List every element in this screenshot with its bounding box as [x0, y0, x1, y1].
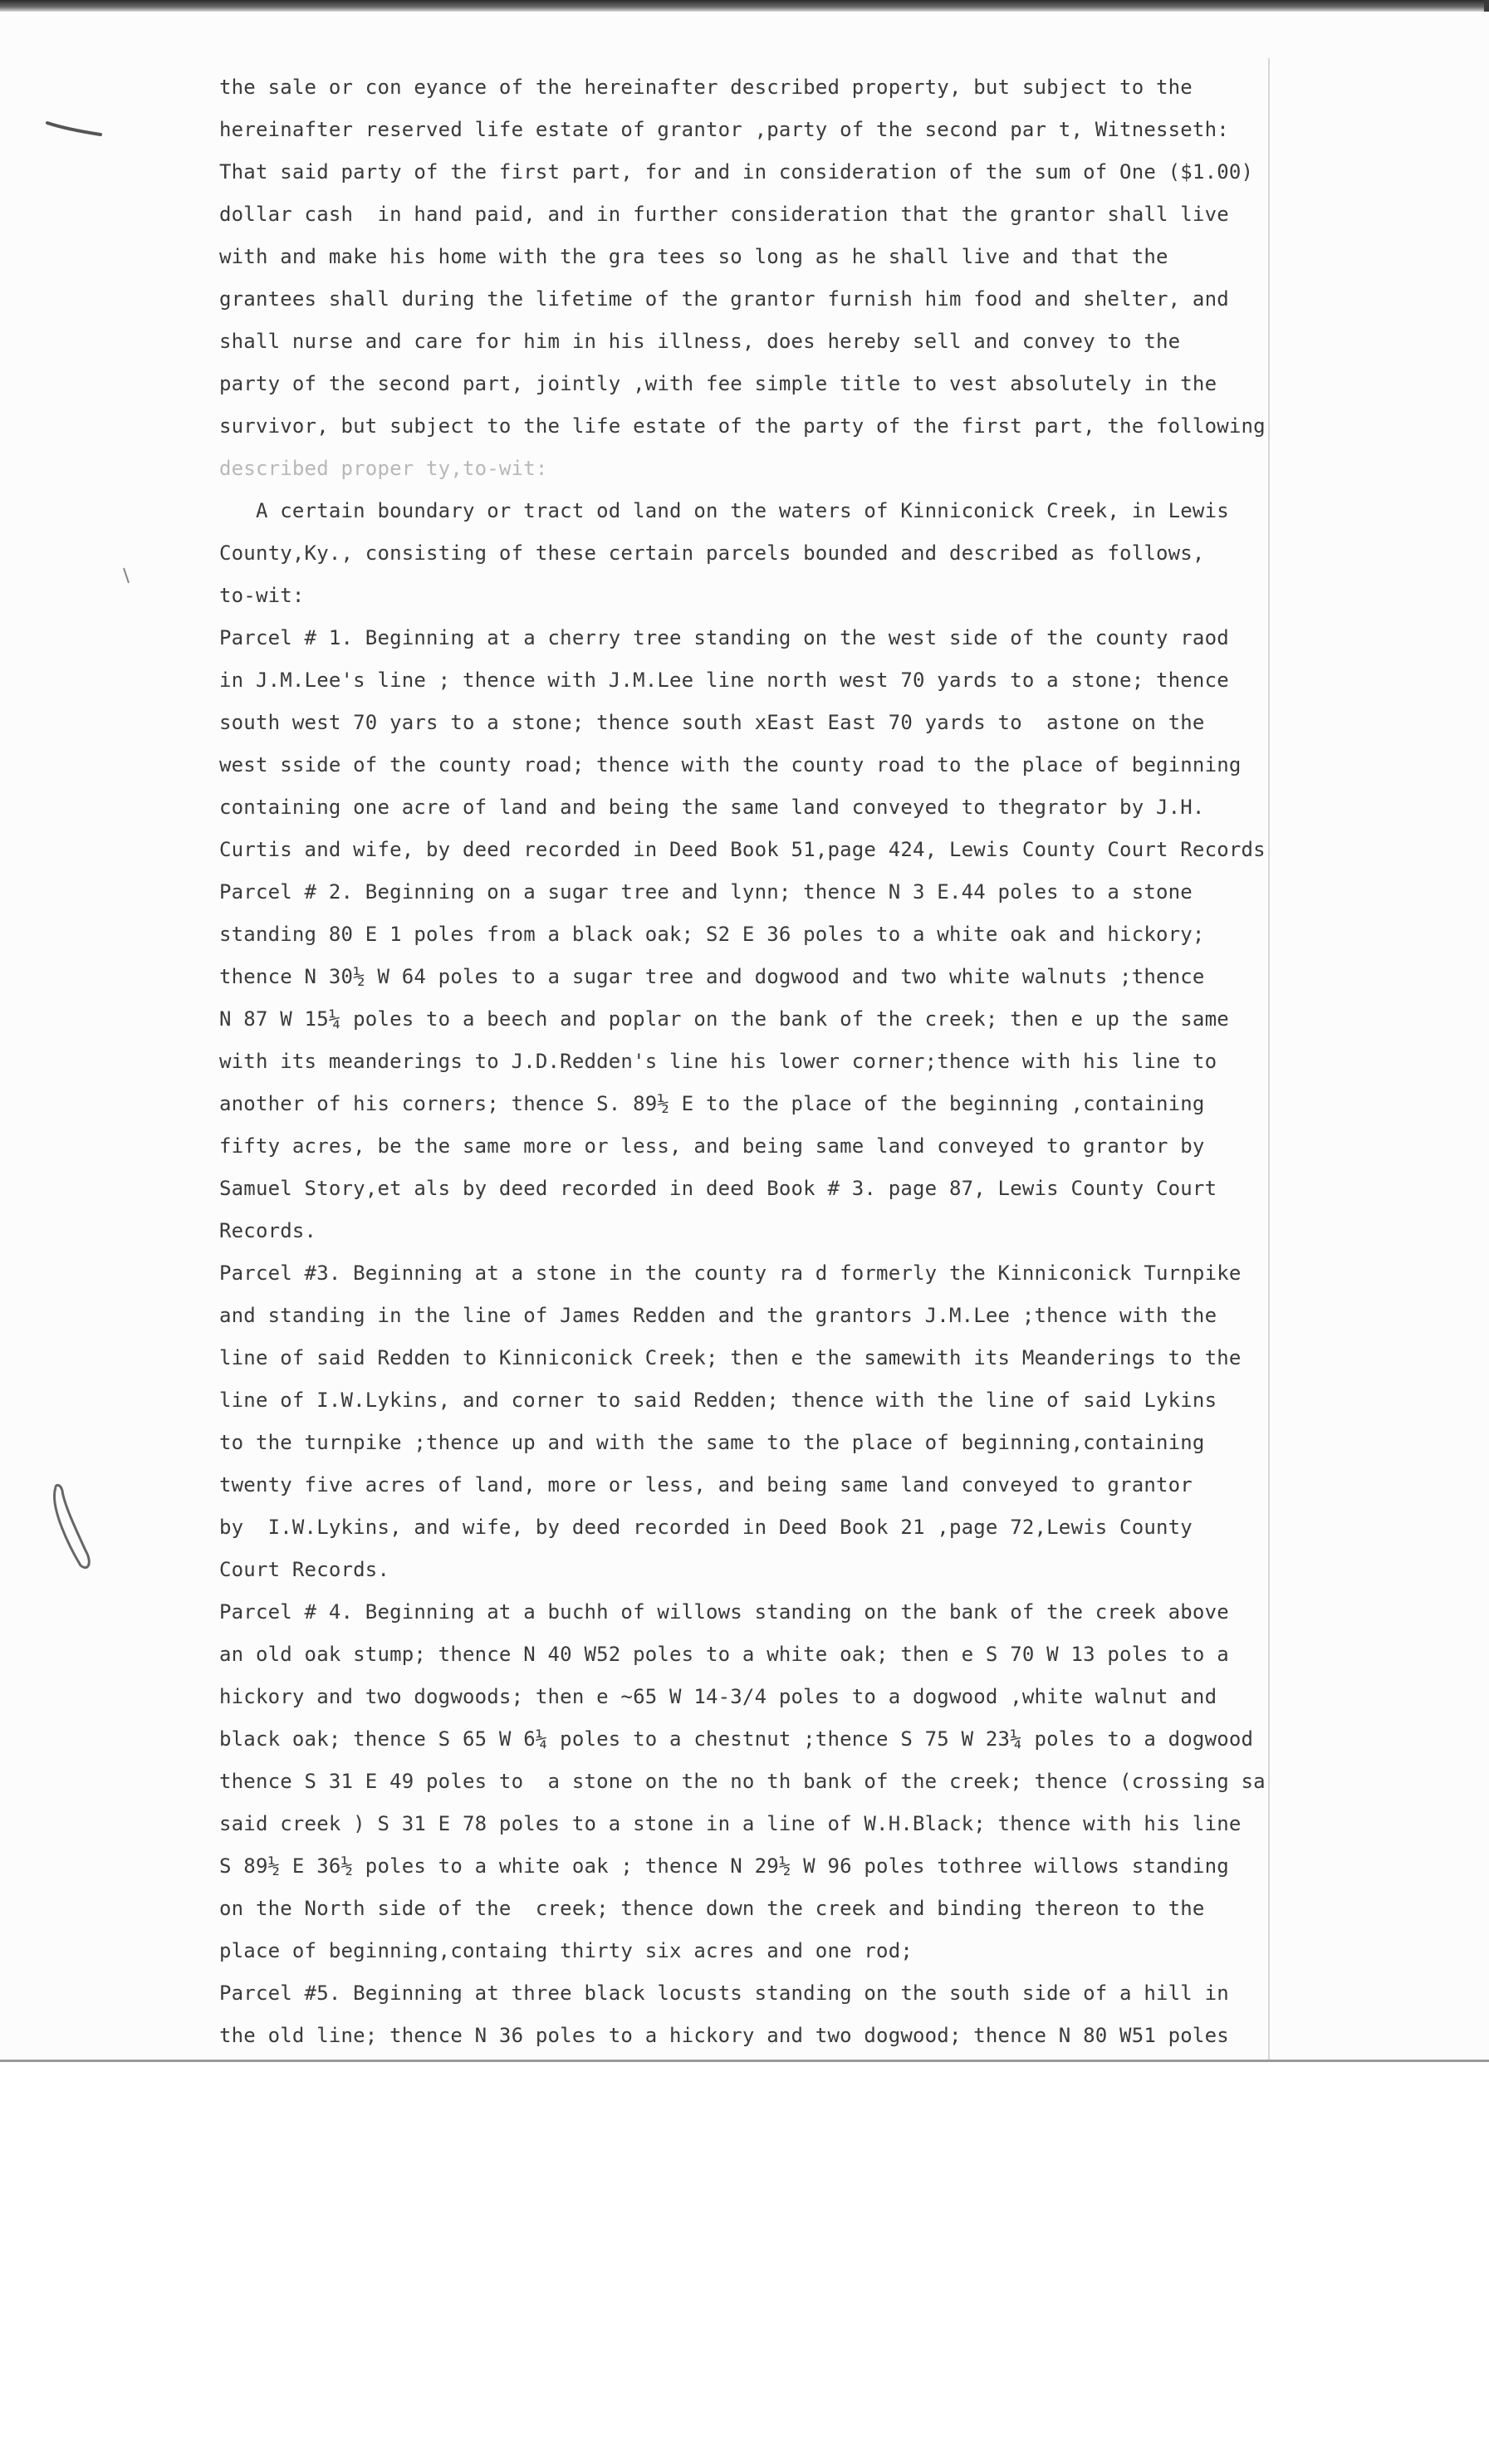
text-line: Records. — [219, 1219, 317, 1242]
text-line: with its meanderings to J.D.Redden's line his lower corner;thence with his line to — [219, 1050, 1217, 1073]
text-line: in J.M.Lee's line ; thence with J.M.Lee line north west 70 yards to a stone; thence — [219, 669, 1229, 692]
text-line: A certain boundary or tract od land on the waters of Kinniconick Creek, in Lewis — [219, 499, 1229, 522]
text-line: by I.W.Lykins, and wife, by deed recorded in Deed Book 21 ,page 72,Lewis County — [219, 1516, 1193, 1539]
text-line: Curtis and wife, by deed recorded in Deed Book 51,page 424, Lewis County Court Records — [219, 838, 1266, 861]
text-line: place of beginning,containg thirty six acres and one rod; — [219, 1939, 913, 1962]
text-line: thence N 30½ W 64 poles to a sugar tree and dogwood and two white walnuts ;thence — [219, 965, 1205, 988]
text-line: Court Records. — [219, 1558, 390, 1581]
scan-edge-top — [0, 0, 1489, 12]
parcel-3-heading-line: Parcel #3. Beginning at a stone in the county ra d formerly the Kinniconick Turnpike — [219, 1261, 1242, 1285]
text-line: grantees shall during the lifetime of the grantor furnish him food and shelter, and — [219, 287, 1229, 311]
text-line: with and make his home with the gra tees so long as he shall live and that the — [219, 245, 1168, 268]
text-line: party of the second part, jointly ,with fee simple title to vest absolutely in the — [219, 372, 1217, 395]
text-line: said creek ) S 31 E 78 poles to a stone in a line of W.H.Black; thence with his line — [219, 1812, 1242, 1835]
deed-text-body — [219, 66, 1315, 2057]
text-line: hereinafter reserved life estate of grantor ,party of the second par t, Witnesseth: — [219, 118, 1229, 141]
text-line: to-wit: — [219, 584, 305, 607]
text-line: fifty acres, be the same more or less, and being same land conveyed to grantor by — [219, 1134, 1205, 1158]
text-line: hickory and two dogwoods; then e ~65 W 14-3/4 poles to a dogwood ,white walnut and — [219, 1685, 1217, 1708]
text-line: dollar cash in hand paid, and in further consideration that the grantor shall live — [219, 203, 1229, 226]
parcel-4-heading-line: Parcel # 4. Beginning at a buchh of willows standing on the bank of the creek above — [219, 1600, 1229, 1624]
parcel-1-heading-line: Parcel # 1. Beginning at a cherry tree standing on the west side of the county raod — [219, 626, 1229, 649]
text-line: That said party of the first part, for and in consideration of the sum of One ($1.00) — [219, 160, 1254, 184]
text-line: containing one acre of land and being the same land conveyed to thegrator by J.H. — [219, 796, 1205, 819]
text-line: the old line; thence N 36 poles to a hickory and two dogwood; thence N 80 W51 poles — [219, 2024, 1229, 2047]
text-line: twenty five acres of land, more or less, and being same land conveyed to grantor — [219, 1473, 1193, 1497]
text-line: south west 70 yars to a stone; thence south xEast East 70 yards to astone on the — [219, 711, 1205, 734]
text-line: another of his corners; thence S. 89½ E to the place of the beginning ,containing — [219, 1092, 1205, 1115]
text-line: an old oak stump; thence N 40 W52 poles to a white oak; then e S 70 W 13 poles to a — [219, 1643, 1229, 1666]
text-line: west sside of the county road; thence with the county road to the place of beginning — [219, 753, 1242, 776]
text-line: on the North side of the creek; thence down the creek and binding thereon to the — [219, 1897, 1205, 1920]
parcel-5-heading-line: Parcel #5. Beginning at three black locusts standing on the south side of a hill in — [219, 1981, 1229, 2005]
text-line: shall nurse and care for him in his illness, does hereby sell and convey to the — [219, 330, 1181, 353]
text-line: thence S 31 E 49 poles to a stone on the no th bank of the creek; thence (crossing sa — [219, 1770, 1266, 1793]
text-line: survivor, but subject to the life estate of the party of the first part, the following — [219, 414, 1266, 438]
paperclip-mark — [46, 1482, 96, 1574]
text-line: County,Ky., consisting of these certain parcels bounded and described as follows, — [219, 541, 1205, 565]
page-bottom-edge — [0, 2060, 1489, 2062]
parcel-2-heading-line: Parcel # 2. Beginning on a sugar tree and lynn; thence N 3 E.44 poles to a stone — [219, 880, 1193, 904]
text-line: line of I.W.Lykins, and corner to said Redden; thence with the line of said Lykins — [219, 1389, 1217, 1412]
text-line: black oak; thence S 65 W 6¼ poles to a chestnut ;thence S 75 W 23¼ poles to a dogwood — [219, 1727, 1254, 1751]
text-line: N 87 W 15¼ poles to a beech and poplar on the bank of the creek; then e up the same — [219, 1007, 1229, 1031]
margin-tick-mark — [120, 565, 137, 590]
text-line: Samuel Story,et als by deed recorded in deed Book # 3. page 87, Lewis County Court — [219, 1177, 1217, 1200]
text-line: line of said Redden to Kinniconick Creek; then e the samewith its Meanderings to the — [219, 1346, 1242, 1369]
text-line: and standing in the line of James Redden and the grantors J.M.Lee ;thence with the — [219, 1304, 1217, 1327]
text-line: to the turnpike ;thence up and with the same to the place of beginning,containing — [219, 1431, 1205, 1454]
pen-stroke-mark — [46, 116, 104, 141]
text-line: S 89½ E 36½ poles to a white oak ; thence N 29½ W 96 poles tothree willows standing — [219, 1854, 1229, 1878]
text-line: the sale or con eyance of the hereinafter described property, but subject to the — [219, 76, 1193, 99]
text-line: described proper ty,to-wit: — [219, 457, 548, 480]
text-line: standing 80 E 1 poles from a black oak; S2 E 36 poles to a white oak and hickory; — [219, 923, 1205, 946]
